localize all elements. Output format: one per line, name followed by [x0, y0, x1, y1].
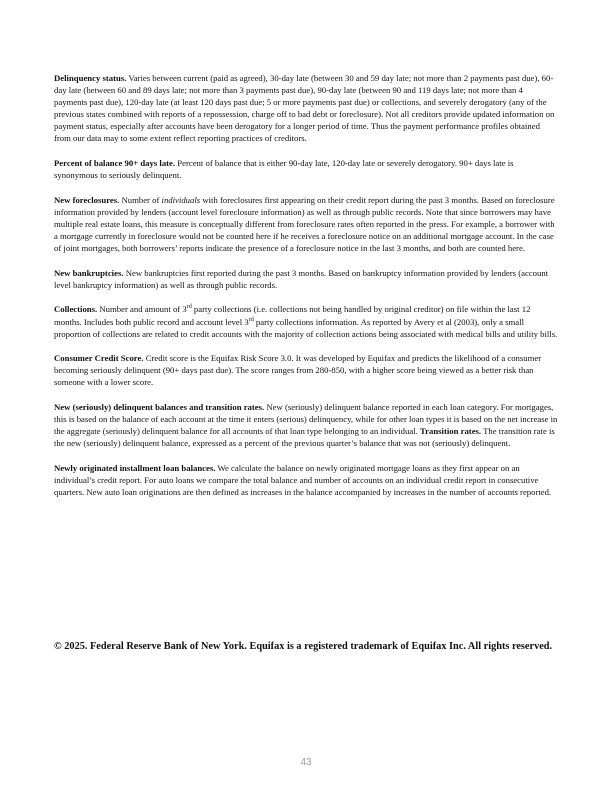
entry-text: Number and amount of 3	[99, 304, 187, 315]
entry-title: New (seriously) delinquent balances and transition rates.	[54, 401, 265, 412]
glossary-content	[54, 72, 558, 511]
entry-text: with foreclosures first appearing on their credit report during the past 3 months. Based on foreclosure information provided by lenders (account level foreclosure information) as well as through public records. Note that since borrowers may have multiple real estate loans, this measure is conceptually different from foreclosure rates often reported in the press. For example, a borrower with a mortgage currently in foreclosure would not be counted here if he receives a foreclosure notice on an additional mortgage account. In the case of joint mortgages, both borrowers’ reports indicate the presence of a foreclosure notice in the last 3 months, and both are counted here.	[54, 194, 555, 254]
entry-new-bankruptcies	[54, 267, 558, 291]
entry-text: The transition rate is the new (seriously) delinquent balance, expressed as a percent of the previous quarter’s balance that was not (seriously) delinquent.	[54, 426, 555, 449]
entry-title: New bankruptcies.	[54, 267, 124, 278]
entry-percent-balance-90-days	[54, 157, 558, 181]
page-number: 43	[300, 757, 312, 768]
entry-text: Number of	[121, 194, 160, 205]
entry-title: Newly originated installment loan balances.	[54, 462, 216, 473]
superscript: rd	[248, 316, 254, 323]
entry-text: New (seriously) delinquent balance reported in each loan category. For mortgages, this is based on the balance of each account at the time it enters (serious) delinquency, while for other loan types it is based on the net increase in the aggregate (seriously) delinquent balance for all accounts of that loan type belonging to an individual.	[54, 401, 558, 437]
entry-text: Credit score is the Equifax Risk Score 3.0. It was developed by Equifax and predicts the likelihood of a consumer becoming seriously delinquent (90+ days past due). The score ranges from 280-850, with a higher score being viewed as a better risk than someone with a lower score.	[54, 353, 542, 388]
entry-collections	[54, 303, 558, 339]
entry-text-emphasis: individuals	[161, 194, 201, 205]
entry-delinquency-status	[54, 72, 558, 145]
entry-text: We calculate the balance on newly originated mortgage loans as they first appear on an individual’s credit report. For auto loans we compare the total balance and number of accounts on an individual credit report in consecutive quarters. New auto loan originations are then defined as increases in the balance accompanied by increases in the number of accounts reported.	[54, 462, 552, 498]
entry-title: New foreclosures.	[54, 194, 120, 205]
copyright-notice: © 2025. Federal Reserve Bank of New York. Equifax is a registered trademark of Equifax Inc. All rights reserved.	[54, 641, 553, 652]
entry-title: Delinquency status.	[54, 73, 127, 83]
entry-text: Percent of balance that is either 90-day late, 120-day late or severely derogatory. 90+ days late is synonymous to seriously delinquent.	[54, 158, 514, 181]
superscript: rd	[186, 304, 192, 311]
entry-title: Consumer Credit Score.	[54, 353, 144, 364]
entry-consumer-credit-score	[54, 352, 558, 388]
entry-title: Percent of balance 90+ days late.	[54, 158, 176, 169]
entry-text: party collections (i.e. collections not being handled by original creditor) on file within the last 12 months. Includes both public record and account level 3	[54, 304, 531, 327]
entry-text: party collections information. As reported by Avery et al (2003), only a small proportion of collections are related to credit accounts with the majority of collection actions being associated with medical bills and utility bills.	[54, 316, 558, 339]
entry-title: Collections.	[54, 304, 98, 315]
entry-delinquent-balances-transition-rates	[54, 401, 558, 449]
entry-newly-originated-loans	[54, 462, 558, 498]
entry-new-foreclosures	[54, 194, 558, 254]
entry-subtitle: Transition rates.	[419, 426, 482, 437]
entry-text: Varies between current (paid as agreed), 30-day late (between 30 and 59 day late; not more than 2 payments past due), 60-day late (between 60 and 89 days late; not more than 3 payments past due), 90-day late (between 90 and 119 days late; not more than 4 payments past due), 120-day late (at least 120 days past due; 5 or more payments past due) or collections, and severely derogatory (any of the previous states combined with reports of a repossession, charge off to bad debt or foreclosure). Not all creditors provide updated information on payment status, especially after accounts have been derogatory for a longer period of time. Thus the payment performance profiles obtained from our data may to some extent reflect reporting practices of creditors.	[54, 73, 555, 144]
entry-text: New bankruptcies first reported during the past 3 months. Based on bankruptcy information provided by lenders (account level bankruptcy information) as well as through public records.	[54, 267, 549, 290]
